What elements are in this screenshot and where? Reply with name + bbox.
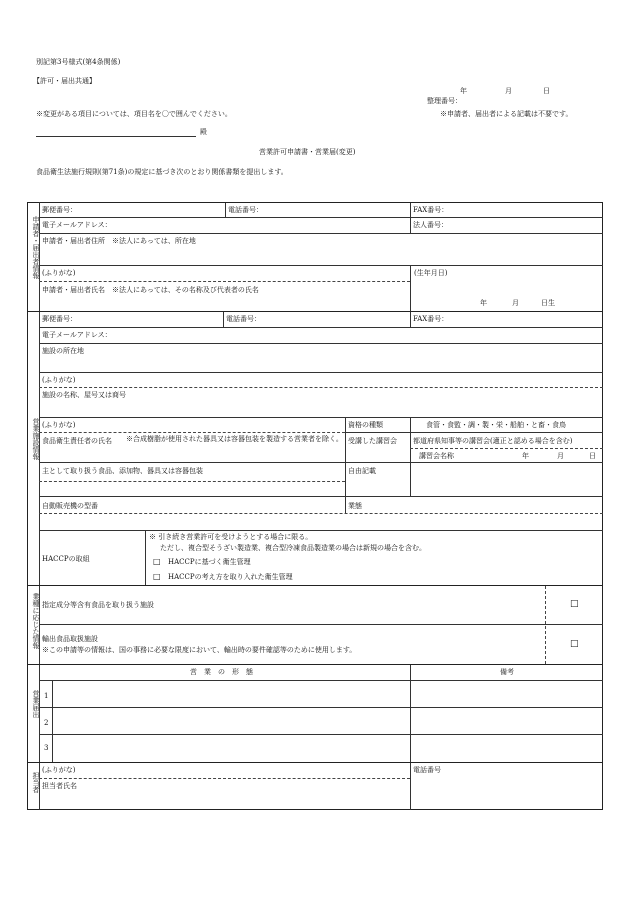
facility-email-label: 電子メールアドレス： (42, 331, 112, 339)
form-number: 別記第3号様式(第4条関係) (36, 58, 121, 66)
manager-note: ※合成樹脂が使用された器具又は容器包装を製造する営業者を除く。 (126, 435, 343, 443)
course-detail: 都道府県知事等の講習会(適正と認める場合を含む) (413, 437, 573, 445)
applicant-furigana-label: (ふりがな) (42, 269, 76, 277)
instruction-right: ※申請者、届出者による記載は不要です。 (440, 110, 573, 118)
contact-name-label: 担当者氏名 (42, 782, 77, 790)
contact-furigana-label: (ふりがな) (42, 766, 76, 774)
export-note: ※この申請等の情報は、国の事務に必要な限度において、輸出時の要件確認等のために使用します。 (42, 646, 357, 654)
designated-ingredients-label: 指定成分等含有食品を取り扱う施設 (42, 601, 154, 609)
page-title: 営業許可申請書・営業届(変更) (259, 148, 356, 156)
contact-phone-label: 電話番号 (413, 766, 441, 774)
applicant-phone-label: 電話番号： (228, 206, 263, 214)
haccp-option-1-label: HACCPに基づく衛生管理 (168, 558, 251, 566)
form-type: 【許可・届出共通】 (33, 77, 96, 85)
notification-row-number: 3 (44, 744, 49, 752)
manager-furigana-label: (ふりがな) (42, 421, 76, 429)
birth-year-label: 年 (480, 299, 487, 307)
business-type-label: 業態 (348, 502, 362, 510)
course-year-label: 年 (522, 452, 529, 460)
facility-phone-label: 電話番号： (226, 315, 261, 323)
birth-month-label: 月 (512, 299, 519, 307)
haccp-note-2: ただし、複合型そうざい製造業、複合型冷凍食品製造業の場合は新規の場合を含む。 (160, 544, 426, 552)
applicant-email-label: 電子メールアドレス： (42, 221, 112, 229)
vending-model-label: 自動販売機の型番 (42, 502, 98, 510)
section-label-notification: 営業届出 (32, 690, 40, 718)
submission-statement: 食品衛生法施行規則(第71条)の規定に基づき次のとおり関係書類を提出します。 (36, 168, 288, 176)
section-label-facility: 営業施設情報 (32, 418, 40, 460)
label-column-divider (39, 202, 40, 810)
facility-postal-label: 郵便番号： (42, 315, 77, 323)
qualification-type-label: 資格の種類 (348, 421, 383, 429)
export-facility-checkbox[interactable]: □ (570, 639, 579, 649)
haccp-option-1-checkbox[interactable]: □ (153, 557, 161, 566)
facility-name-label: 施設の名称、屋号又は商号 (42, 391, 126, 399)
date-month-label: 月 (505, 87, 512, 95)
notification-row-number: 2 (44, 719, 49, 727)
addressee-suffix: 殿 (200, 128, 207, 136)
instruction-left: ※変更がある項目については、項目名を〇で囲んでください。 (36, 110, 232, 118)
applicant-name-label: 申請者・届出者氏名 ※法人にあっては、その名称及び代表者の氏名 (42, 286, 259, 294)
section-label-applicant: 申請者・届出者情報 (32, 216, 40, 279)
facility-location-label: 施設の所在地 (42, 347, 84, 355)
section-label-industry: 業種に応じた情報 (32, 593, 40, 649)
course-day-label: 日 (589, 452, 596, 460)
facility-fax-label: FAX番号： (413, 315, 449, 323)
applicant-fax-label: FAX番号： (413, 206, 449, 214)
designated-ingredients-checkbox[interactable]: □ (570, 599, 579, 609)
export-facility-label: 輸出食品取扱施設 (42, 635, 98, 643)
free-entry-label: 自由記載 (348, 467, 376, 475)
applicant-address-label: 申請者・届出者住所 ※法人にあっては、所在地 (42, 237, 196, 245)
haccp-option-2-label: HACCPの考え方を取り入れた衛生管理 (168, 573, 293, 581)
addressee-line[interactable] (36, 136, 196, 137)
birth-day-label: 日生 (541, 299, 555, 307)
manager-name-label: 食品衛生責任者の氏名 (42, 437, 112, 445)
date-year-label: 年 (460, 87, 467, 95)
course-attended-label: 受講した講習会 (348, 437, 397, 445)
reference-number-label: 整理番号： (427, 97, 462, 105)
section-label-contact: 担当者 (32, 772, 40, 793)
applicant-birthdate-label: (生年月日) (414, 269, 448, 277)
business-form-header: 営 業 の 形 態 (190, 668, 253, 676)
applicant-corporate-number-label: 法人番号： (413, 221, 448, 229)
main-products-label: 主として取り扱う食品、添加物、器具又は容器包装 (42, 467, 203, 475)
haccp-label: HACCPの取組 (42, 555, 90, 563)
notes-header: 備考 (500, 668, 514, 676)
haccp-note-1: ※ 引き続き営業許可を受けようとする場合に限る。 (149, 533, 313, 541)
date-day-label: 日 (543, 87, 550, 95)
applicant-postal-label: 郵便番号： (42, 206, 77, 214)
course-name-label: 講習会名称 (419, 452, 454, 460)
facility-furigana-label: (ふりがな) (42, 376, 76, 384)
haccp-option-2-checkbox[interactable]: □ (153, 572, 161, 581)
qualification-options[interactable]: 食管・食監・調・製・栄・船舶・と畜・食鳥 (426, 421, 566, 429)
course-month-label: 月 (557, 452, 564, 460)
notification-row-number: 1 (44, 692, 49, 700)
